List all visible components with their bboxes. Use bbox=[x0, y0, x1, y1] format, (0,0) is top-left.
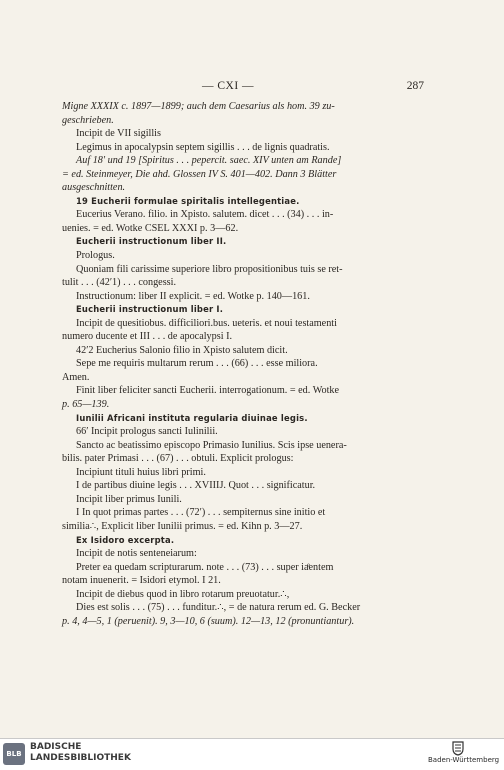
text-line: Incipit liber primus Iunili. bbox=[76, 493, 182, 505]
text-line: Incipiunt tituli huius libri primi. bbox=[76, 466, 206, 478]
text-line: Dies est solis . . . (75) . . . funditur.∴, = de natura rerum ed. G. Becker bbox=[76, 602, 361, 614]
text-line: tulit . . . (42ʹ1) . . . congessi. bbox=[62, 277, 176, 289]
text-line: notam inuenerit. = Isidori etymol. I 21. bbox=[62, 575, 221, 587]
page-body bbox=[62, 100, 424, 628]
state-name: Baden-Württemberg bbox=[428, 756, 500, 764]
text-line: Quoniam fili carissime superiore libro propositionibus tuis se ret- bbox=[76, 263, 343, 275]
library-name-line2: LANDESBIBLIOTHEK bbox=[30, 753, 131, 763]
text-line: Sancto ac beatissimo episcopo Primasio Iunilius. Scis ipse uenera- bbox=[76, 439, 347, 451]
text-line: similia∴, Explicit liber Iunilii primus. = ed. Kihn p. 3—27. bbox=[62, 520, 303, 532]
text-line: Amen. bbox=[62, 371, 90, 383]
running-head: — CXI — bbox=[202, 80, 255, 92]
text-line: Sepe me requiris multarum rerum . . . (66) . . . esse miliora. bbox=[76, 358, 318, 370]
text-line: p. 4, 4—5, 1 (peruenit). 9, 3—10, 6 (suum). 12—13, 12 (pronuntiantur). bbox=[62, 615, 355, 627]
text-line: Eucherii instructionum liber I. bbox=[76, 304, 224, 315]
text-line: Eucherii instructionum liber II. bbox=[76, 236, 227, 247]
text-line: Migne XXXIX c. 1897—1899; auch dem Caesarius als hom. 39 zu- bbox=[62, 101, 335, 112]
text-line: I In quot primas partes . . . (72ʹ) . . . sempiternus sine initio et bbox=[76, 507, 326, 519]
text-line: Incipit de diebus quod in libro rotarum preuotatur.∴, bbox=[76, 588, 290, 600]
text-line: I de partibus diuine legis . . . XVIIIJ. Quot . . . significatur. bbox=[76, 480, 316, 492]
page-number: 287 bbox=[406, 80, 424, 92]
text-line: p. 65—139. bbox=[62, 399, 110, 411]
text-line: Auf 18ʹ und 19 [Spiritus . . . pepercit. saec. XIV unten am Rande] bbox=[76, 155, 342, 167]
text-line: 42ʹ2 Eucherius Salonio filio in Xpisto salutem dicit. bbox=[76, 344, 288, 356]
text-line: Legimus in apocalypsin septem sigillis . . . de lignis quadratis. bbox=[76, 141, 330, 153]
text-line: numero ducente et III . . . de apocalypsi I. bbox=[62, 331, 233, 343]
text-line: geschrieben. bbox=[62, 114, 114, 126]
page-header bbox=[62, 80, 424, 94]
text-line: = ed. Steinmeyer, Die ahd. Glossen IV S. 401—402. Dann 3 Blätter bbox=[62, 168, 337, 180]
text-line: Finit liber feliciter sancti Eucherii. interrogationum. = ed. Wotke bbox=[76, 385, 340, 397]
library-name[interactable] bbox=[30, 742, 131, 764]
state-crest-icon bbox=[450, 740, 466, 756]
library-name-line1: BADISCHE bbox=[30, 742, 82, 752]
blb-logo[interactable]: BLB bbox=[3, 743, 25, 765]
text-line: bilis. pater Primasi . . . (67) . . . obtuli. Explicit prologus: bbox=[62, 453, 294, 465]
text-line: Iunilii Africani instituta regularia diuinae legis. bbox=[76, 412, 308, 423]
text-line: Incipit de notis senteneiarum: bbox=[76, 548, 197, 560]
text-line: ausgeschnitten. bbox=[62, 182, 126, 194]
text-line: Prologus. bbox=[76, 250, 115, 262]
text-line: Incipit de quesitiobus. difficiliori.bus. ueteris. et noui testamenti bbox=[76, 317, 337, 329]
text-line: Ex Isidoro excerpta. bbox=[76, 534, 175, 545]
text-line: Incipit de VII sigillis bbox=[76, 128, 161, 140]
text-line: Preter ea quedam scripturarum. note . . . (73) . . . super iaͤentem bbox=[76, 561, 334, 573]
text-line: Eucerius Verano. filio. in Xpisto. salutem. dicet . . . (34) . . . in- bbox=[76, 209, 334, 221]
text-line: Instructionum: liber II explicit. = ed. Wotke p. 140—161. bbox=[76, 290, 310, 302]
text-line: 66ʹ Incipit prologus sancti Iulinilii. bbox=[76, 426, 218, 438]
text-line: 19 Eucherii formulae spiritalis intellegentiae. bbox=[76, 195, 300, 206]
text-line: uenies. = ed. Wotke CSEL XXXI p. 3—62. bbox=[62, 222, 239, 234]
